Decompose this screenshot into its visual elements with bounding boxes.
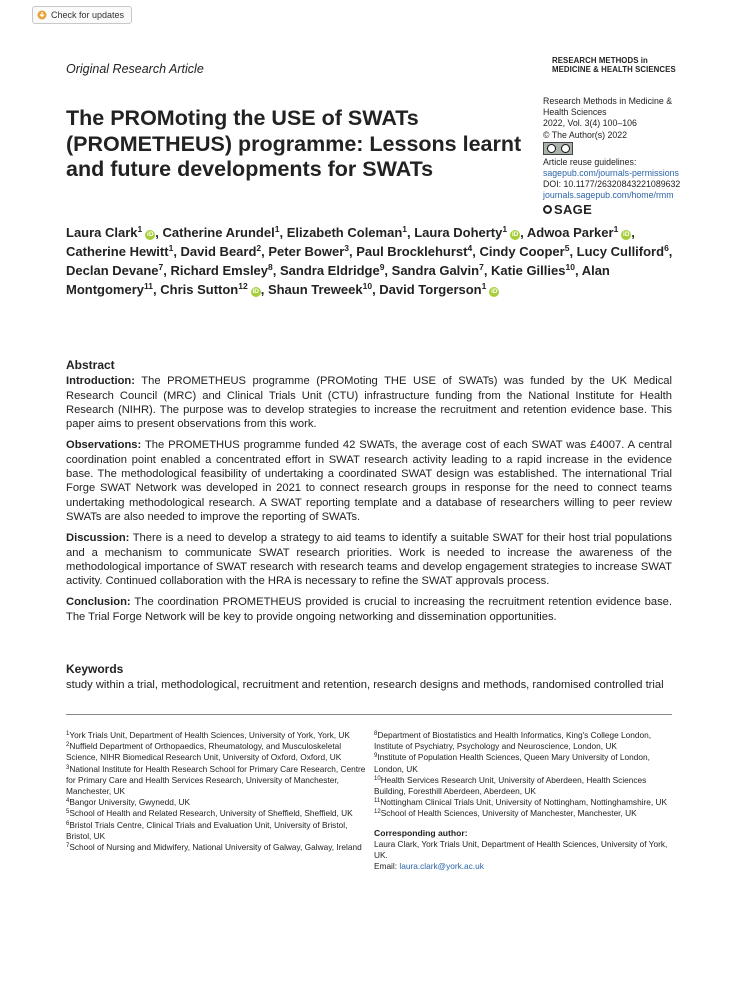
author-name: Cindy Cooper <box>479 244 565 259</box>
footnote-number: 2 <box>66 742 70 749</box>
sage-logo-text: SAGE <box>554 201 593 217</box>
journal-home-link[interactable]: journals.sagepub.com/home/rmm <box>543 190 674 201</box>
footnote-text: Nottingham Clinical Trials Unit, University of Nottingham, Nottinghamshire, UK <box>380 797 668 808</box>
footnote-text: York Trials Unit, Department of Health Sciences, University of York, York, UK <box>69 730 350 740</box>
reuse-label: Article reuse guidelines: <box>543 156 637 167</box>
introduction-text: The PROMETHEUS programme (PROMoting THE USE of SWATs) was funded by the UK Medical Research Council (MRC) and Clinical Trials Unit (CTU) infrastructure funding from the National Institute for Health Research (NIHR). The purpose was to develop strategies to increase the recruitment and retention evidence base. This paper aims to present observations from this work. <box>66 375 673 431</box>
author[interactable] <box>356 244 472 259</box>
author[interactable] <box>268 244 349 259</box>
check-for-updates-label: Check for updates <box>51 10 125 20</box>
footnotes-right <box>374 730 674 872</box>
footnote-text: Bristol Trials Centre, Clinical Trials and Evaluation Unit, University of Bristol, Bristol, UK <box>66 819 348 841</box>
footnote-number: 5 <box>66 809 70 816</box>
author-affiliation-marker: 12 <box>238 281 248 291</box>
author-affiliation-marker: 7 <box>158 262 164 272</box>
doi[interactable]: DOI: 10.1177/26320843221089632 <box>543 179 681 190</box>
author[interactable] <box>163 225 280 240</box>
author-affiliation-marker: 1 <box>274 224 280 234</box>
author[interactable] <box>527 225 631 240</box>
footnote-text: Institute of Population Health Sciences, Queen Mary University of London, London, UK <box>374 752 650 774</box>
orcid-icon[interactable]: iD <box>147 231 154 238</box>
author-name: Sandra Galvin <box>391 263 480 278</box>
journal-logo-line-1: RESEARCH METHODS in <box>552 56 648 65</box>
discussion-label: Discussion: <box>66 532 130 545</box>
footnote-text: Health Services Research Unit, University of Aberdeen, Health Sciences Building, Foresthill Aberdeen, Aberdeen, UK <box>374 774 647 797</box>
author-affiliation-marker: 6 <box>664 243 669 253</box>
affiliation-footnote <box>66 730 366 741</box>
abstract <box>66 358 672 631</box>
author-affiliation-marker: 1 <box>137 224 143 234</box>
orcid-icon[interactable]: iD <box>511 231 519 238</box>
author-affiliation-marker: 5 <box>564 243 570 253</box>
author-affiliation-marker: 10 <box>362 281 373 291</box>
article-title: The PROMoting the USE of SWATs (PROMETHEUS) programme: Lessons learnt and future developments for SWATs <box>66 106 522 181</box>
abstract-conclusion <box>66 595 672 624</box>
affiliation-footnote <box>66 842 366 853</box>
author-affiliation-marker: 11 <box>144 281 153 291</box>
footnote-number: 1 <box>66 731 70 737</box>
author[interactable] <box>268 282 372 297</box>
author[interactable] <box>479 244 569 259</box>
author-name: Alan Montgomery <box>66 263 610 297</box>
author-affiliation-marker: 10 <box>565 262 575 272</box>
affiliation-footnote <box>374 797 674 808</box>
affiliation-footnote <box>374 808 674 819</box>
keywords-heading: Keywords <box>66 662 124 676</box>
affiliation-footnote <box>66 820 366 842</box>
affiliation-footnote <box>66 741 366 763</box>
affiliation-footnote <box>374 775 674 797</box>
conclusion-label: Conclusion: <box>66 596 131 609</box>
creative-commons-icon[interactable] <box>543 142 573 155</box>
affiliation-footnote <box>66 808 366 819</box>
affiliation-footnote <box>374 752 674 774</box>
author[interactable] <box>66 225 155 240</box>
volume-info: 2022, Vol. 3(4) 100–106 <box>543 118 637 129</box>
article-type: Original Research Article <box>66 62 204 76</box>
abstract-heading: Abstract <box>66 358 115 372</box>
orcid-icon[interactable]: iD <box>623 231 630 238</box>
journal-logo-line-2: MEDICINE & HEALTH SCIENCES <box>552 64 676 74</box>
author-name: David Beard <box>180 244 257 259</box>
keywords-text: study within a trial, methodological, recruitment and retention, research designs and methods, randomised controlled trial <box>66 679 664 691</box>
affiliation-footnote <box>66 797 366 808</box>
reuse-link[interactable]: sagepub.com/journals-permissions <box>543 168 679 179</box>
author[interactable] <box>379 282 499 297</box>
abstract-introduction <box>66 374 672 431</box>
footnote-text: Bangor University, Gwynedd, UK <box>69 797 191 808</box>
author[interactable] <box>491 263 575 278</box>
author-affiliation-marker: 4 <box>467 243 473 253</box>
author-list: Laura Clark$^1$iD , Catherine Arundel$^1$, Elizabeth Coleman$^1$, Laura Doherty$^1$iD , Adwoa Parker$^1$iD , Catherine Hewitt$^1$, David Beard$^2$, Peter Bower$^3$, Paul Brocklehurst$^4$, Cindy Cooper$^5$, Lucy Culliford$^6$, Declan Devane$^7$, Richard Emsley$^8$, Sandra Eldridge$^9$, Sandra Galvin$^7$, Katie Gillies$^{10}$, Alan Montgomery$^{11}$, Chris Sutton$^{12}$iD , Shaun Treweek$^{10}$, David Torgerson$^1$iD <box>66 224 673 297</box>
footnote-text: Department of Biostatistics and Health Informatics, King's College London, Institute of Psychiatry, Psychology and Neuroscience, London, UK <box>374 730 652 752</box>
author-name: Elizabeth Coleman <box>286 225 403 240</box>
footnote-number: 6 <box>66 820 70 827</box>
observations-text: The PROMETHUS programme funded 42 SWATs, the average cost of each SWAT was £4007. A central coordination point enabled a concentrated effort in SWAT research activity leading to a rapid increase in the evidence base. The methodological feasibility of undertaking a coordinated SWAT design was established. The international Trial Forge SWAT Network was developed in 2021 to connect research groups in response for the need to connect teams undertaking methodological research. A SWAT reporting template and a database of researchers willing to peer review SWATs are also needed to improve the reporting of SWATs. <box>66 439 672 523</box>
footnote-number: 3 <box>66 764 70 771</box>
footnotes-left <box>66 730 366 853</box>
author-affiliation-marker: 7 <box>479 262 484 272</box>
author-name: Declan Devane <box>66 263 159 278</box>
author[interactable] <box>414 225 520 240</box>
author-name: Catherine Hewitt <box>66 244 169 259</box>
footnote-number: 9 <box>374 753 378 760</box>
journal-name-line-2: Health Sciences <box>543 107 607 118</box>
author-name: Shaun Treweek <box>267 282 363 297</box>
copyright: © The Author(s) 2022 <box>543 129 628 140</box>
author-name: Catherine Arundel <box>162 225 275 240</box>
author[interactable] <box>181 244 262 259</box>
author-name: Adwoa Parker <box>526 225 614 240</box>
footnote-number: 8 <box>374 731 378 737</box>
orcid-icon[interactable]: iD <box>252 288 259 295</box>
author[interactable] <box>577 244 669 259</box>
corresponding-email-line <box>374 861 674 872</box>
footnotes-right-list <box>374 730 674 820</box>
journal-logo <box>552 57 676 74</box>
author-affiliation-marker: 3 <box>344 243 349 253</box>
discussion-text: There is a need to develop a strategy to aid teams to identify a suitable SWAT for their host trial populations and a mechanism to communicate SWAT research priorities. Work is needed to increase the awareness of the methodological importance of SWAT research with research teams and develop engagement strategies to increase SWAT activity. Continued collaboration with the HRA is necessary to refine the SWAT approvals process. <box>66 532 672 588</box>
author-affiliation-marker: 1 <box>481 281 487 291</box>
check-for-updates-button[interactable] <box>32 6 132 24</box>
author[interactable] <box>280 263 384 278</box>
footnote-number: 11 <box>374 798 381 805</box>
abstract-discussion <box>66 531 672 588</box>
author[interactable] <box>170 263 272 278</box>
author-affiliation-marker: 1 <box>168 243 174 253</box>
affiliation-footnote <box>66 764 366 798</box>
corresponding-heading: Corresponding author: <box>374 827 468 838</box>
author-name: Sandra Eldridge <box>279 263 380 278</box>
conclusion-text: The coordination PROMETHEUS provided is crucial to increasing the recruitment retention evidence base. The Trial Forge Network will be key to provide ongoing networking and dissemination opportunities. <box>66 596 672 623</box>
footnote-number: 7 <box>66 843 70 850</box>
sage-logo-icon <box>543 205 552 214</box>
author-name: Peter Bower <box>268 244 345 259</box>
article-meta <box>543 96 723 215</box>
footnote-text: National Institute for Health Research School for Primary Care Research, Centre for Primary Care and Health Services Research, University of Manchester, Manchester, UK <box>66 763 366 797</box>
footnote-number: 12 <box>374 809 381 816</box>
orcid-icon[interactable]: iD <box>491 288 498 295</box>
author-affiliation-marker: 1 <box>613 224 619 234</box>
keywords <box>66 662 686 692</box>
author[interactable] <box>287 225 407 240</box>
abstract-observations <box>66 438 672 524</box>
footnote-text: School of Nursing and Midwifery, National University of Galway, Galway, Ireland <box>69 842 362 853</box>
author-affiliation-marker: 2 <box>256 243 262 253</box>
footnote-text: School of Health Sciences, University of Manchester, Manchester, UK <box>380 808 637 819</box>
author-name: Paul Brocklehurst <box>356 244 468 259</box>
author-name: Laura Clark <box>66 225 138 240</box>
author-affiliation-marker: 1 <box>502 224 508 234</box>
author-name: Laura Doherty <box>414 225 503 240</box>
journal-name: Research Methods in Medicine & <box>543 96 673 106</box>
sage-logo <box>543 201 723 217</box>
footnote-text: Nuffield Department of Orthopaedics, Rheumatology, and Musculoskeletal Science, NIHR Biomedical Research Unit, University of Oxford, Oxford, UK <box>66 741 342 763</box>
introduction-label: Introduction: <box>66 375 135 388</box>
author[interactable] <box>66 244 173 259</box>
author-name: Katie Gillies <box>491 263 566 278</box>
update-icon <box>37 10 47 20</box>
author[interactable] <box>392 263 484 278</box>
author-name: Lucy Culliford <box>576 244 665 259</box>
author-affiliation-marker: 9 <box>379 262 385 272</box>
author-name: David Torgerson <box>379 282 482 297</box>
author-affiliation-marker: 1 <box>402 224 407 234</box>
footnote-number: 4 <box>66 798 70 805</box>
author[interactable] <box>66 263 163 278</box>
email-link[interactable]: laura.clark@york.ac.uk <box>399 861 484 872</box>
footnote-text: School of Health and Related Research, University of Sheffield, Sheffield, UK <box>69 808 353 819</box>
observations-label: Observations: <box>66 439 142 452</box>
author[interactable] <box>160 282 260 297</box>
footnote-number: 10 <box>374 775 381 782</box>
author-name: Richard Emsley <box>170 263 269 278</box>
corresponding-text: Laura Clark, York Trials Unit, Department of Health Sciences, University of York, UK. <box>374 838 668 861</box>
author-name: Chris Sutton <box>160 282 239 297</box>
author-affiliation-marker: 8 <box>268 262 273 272</box>
affiliation-footnote <box>374 730 674 752</box>
email-label: Email: <box>374 861 398 872</box>
footnote-divider <box>66 714 672 715</box>
